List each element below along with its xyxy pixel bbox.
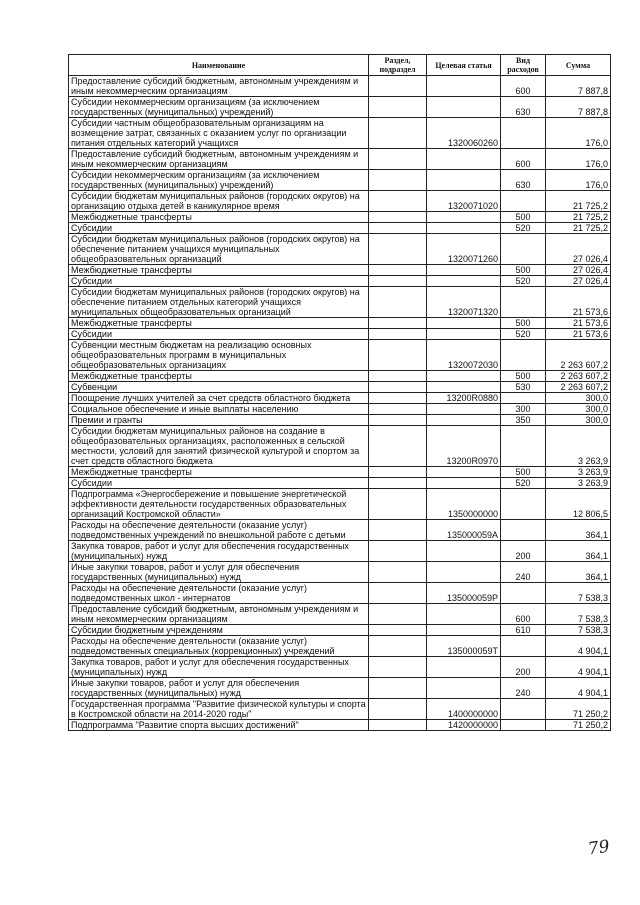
- cell-section: [369, 604, 427, 625]
- cell-sum: 7 538,3: [546, 583, 611, 604]
- cell-target: [427, 76, 501, 97]
- cell-sum: 7 538,3: [546, 604, 611, 625]
- budget-table: [68, 54, 611, 731]
- cell-type: [501, 287, 546, 318]
- budget-sheet: [68, 54, 610, 731]
- cell-target: [427, 223, 501, 234]
- cell-target: 1320071320: [427, 287, 501, 318]
- cell-name: Социальное обеспечение и иные выплаты населению: [69, 404, 369, 415]
- cell-sum: 21 725,2: [546, 191, 611, 212]
- cell-target: [427, 604, 501, 625]
- cell-sum: 7 538,3: [546, 625, 611, 636]
- cell-name: Межбюджетные трансферты: [69, 371, 369, 382]
- cell-type: 240: [501, 678, 546, 699]
- cell-type: 300: [501, 404, 546, 415]
- cell-sum: 364,1: [546, 520, 611, 541]
- table-header-row: [69, 55, 611, 76]
- cell-name: Межбюджетные трансферты: [69, 212, 369, 223]
- cell-name: Субсидии бюджетам муниципальных районов (городских округов) на обеспечение питанием отдельных категорий учащихся муниципальных общеобразовательных организаций: [69, 287, 369, 318]
- cell-name: Субвенции местным бюджетам на реализацию основных общеобразовательных программ в муниципальных общеобразовательных организациях: [69, 340, 369, 371]
- cell-section: [369, 329, 427, 340]
- cell-target: [427, 97, 501, 118]
- cell-name: Межбюджетные трансферты: [69, 265, 369, 276]
- table-row: [69, 604, 611, 625]
- cell-sum: 27 026,4: [546, 276, 611, 287]
- page-number: 79: [586, 836, 611, 860]
- table-row: [69, 393, 611, 404]
- table-row: [69, 562, 611, 583]
- cell-name: Иные закупки товаров, работ и услуг для обеспечения государственных (муниципальных) нужд: [69, 562, 369, 583]
- cell-target: [427, 212, 501, 223]
- cell-section: [369, 678, 427, 699]
- cell-section: [369, 287, 427, 318]
- cell-type: 500: [501, 467, 546, 478]
- table-row: [69, 318, 611, 329]
- table-row: [69, 287, 611, 318]
- cell-target: 1320060260: [427, 118, 501, 149]
- cell-section: [369, 415, 427, 426]
- cell-section: [369, 318, 427, 329]
- cell-sum: 364,1: [546, 541, 611, 562]
- table-row: [69, 76, 611, 97]
- cell-sum: 3 263,9: [546, 426, 611, 467]
- cell-sum: 3 263,9: [546, 467, 611, 478]
- cell-name: Расходы на обеспечение деятельности (оказание услуг) подведомственных учреждений по внешкольной работе с детьми: [69, 520, 369, 541]
- cell-name: Расходы на обеспечение деятельности (оказание услуг) подведомственных школ - интернатов: [69, 583, 369, 604]
- table-row: [69, 170, 611, 191]
- cell-target: [427, 467, 501, 478]
- cell-sum: 176,0: [546, 118, 611, 149]
- cell-target: 1420000000: [427, 720, 501, 731]
- table-row: [69, 149, 611, 170]
- table-row: [69, 329, 611, 340]
- cell-type: 200: [501, 657, 546, 678]
- cell-target: [427, 562, 501, 583]
- cell-section: [369, 97, 427, 118]
- cell-type: 500: [501, 265, 546, 276]
- header-section: Раздел, подраздел: [369, 55, 427, 76]
- cell-sum: 7 887,8: [546, 76, 611, 97]
- cell-target: [427, 541, 501, 562]
- cell-section: [369, 720, 427, 731]
- table-row: [69, 583, 611, 604]
- cell-section: [369, 340, 427, 371]
- cell-name: Субсидии некоммерческим организациям (за исключением государственных (муниципальных) учреждений): [69, 170, 369, 191]
- cell-target: [427, 265, 501, 276]
- cell-target: 1350000000: [427, 489, 501, 520]
- table-row: [69, 234, 611, 265]
- cell-name: Предоставление субсидий бюджетным, автономным учреждениям и иным некоммерческим организациям: [69, 604, 369, 625]
- cell-section: [369, 467, 427, 478]
- table-row: [69, 404, 611, 415]
- cell-name: Подпрограмма «Энергосбережение и повышение энергетической эффективности деятельности государственных образовательных организаций Костромской области»: [69, 489, 369, 520]
- cell-sum: 4 904,1: [546, 678, 611, 699]
- cell-target: [427, 149, 501, 170]
- cell-type: [501, 191, 546, 212]
- cell-target: 1320071020: [427, 191, 501, 212]
- cell-sum: 21 725,2: [546, 223, 611, 234]
- cell-section: [369, 223, 427, 234]
- cell-section: [369, 520, 427, 541]
- cell-name: Субсидии: [69, 223, 369, 234]
- cell-target: [427, 625, 501, 636]
- cell-name: Субсидии бюджетам муниципальных районов (городских округов) на организацию отдыха детей в каникулярное время: [69, 191, 369, 212]
- cell-target: [427, 478, 501, 489]
- cell-target: [427, 678, 501, 699]
- table-row: [69, 118, 611, 149]
- table-row: [69, 636, 611, 657]
- cell-sum: 300,0: [546, 404, 611, 415]
- cell-section: [369, 426, 427, 467]
- cell-type: [501, 489, 546, 520]
- cell-sum: 176,0: [546, 149, 611, 170]
- cell-sum: 21 573,6: [546, 329, 611, 340]
- cell-name: Закупка товаров, работ и услуг для обеспечения государственных (муниципальных) нужд: [69, 657, 369, 678]
- cell-name: Межбюджетные трансферты: [69, 318, 369, 329]
- cell-sum: 27 026,4: [546, 265, 611, 276]
- cell-name: Поощрение лучших учителей за счет средств областного бюджета: [69, 393, 369, 404]
- cell-target: 1320072030: [427, 340, 501, 371]
- cell-type: 520: [501, 223, 546, 234]
- cell-section: [369, 489, 427, 520]
- cell-type: 200: [501, 541, 546, 562]
- cell-section: [369, 212, 427, 223]
- cell-type: [501, 583, 546, 604]
- cell-section: [369, 699, 427, 720]
- cell-sum: 176,0: [546, 170, 611, 191]
- cell-type: 610: [501, 625, 546, 636]
- cell-name: Субсидии некоммерческим организациям (за исключением государственных (муниципальных) учреждений): [69, 97, 369, 118]
- cell-target: 13200R0880: [427, 393, 501, 404]
- cell-name: Субсидии: [69, 478, 369, 489]
- cell-name: Иные закупки товаров, работ и услуг для обеспечения государственных (муниципальных) нужд: [69, 678, 369, 699]
- cell-type: [501, 426, 546, 467]
- cell-section: [369, 371, 427, 382]
- table-row: [69, 467, 611, 478]
- header-type: Вид расходов: [501, 55, 546, 76]
- cell-type: 530: [501, 382, 546, 393]
- cell-section: [369, 76, 427, 97]
- table-body: [69, 76, 611, 731]
- cell-type: 500: [501, 318, 546, 329]
- cell-target: 135000059Т: [427, 636, 501, 657]
- cell-sum: 12 806,5: [546, 489, 611, 520]
- table-row: [69, 265, 611, 276]
- cell-target: 135000059А: [427, 520, 501, 541]
- cell-sum: 300,0: [546, 415, 611, 426]
- table-row: [69, 382, 611, 393]
- cell-sum: 71 250,2: [546, 720, 611, 731]
- cell-target: [427, 329, 501, 340]
- table-row: [69, 678, 611, 699]
- table-row: [69, 489, 611, 520]
- cell-section: [369, 170, 427, 191]
- table-row: [69, 478, 611, 489]
- cell-section: [369, 657, 427, 678]
- cell-type: [501, 340, 546, 371]
- table-row: [69, 191, 611, 212]
- cell-type: [501, 699, 546, 720]
- cell-section: [369, 149, 427, 170]
- table-row: [69, 541, 611, 562]
- cell-sum: 2 263 607,2: [546, 371, 611, 382]
- header-sum: Сумма: [546, 55, 611, 76]
- cell-name: Государственная программа "Развитие физической культуры и спорта в Костромской области на 2014-2020 годы": [69, 699, 369, 720]
- table-row: [69, 223, 611, 234]
- cell-target: [427, 318, 501, 329]
- cell-sum: 21 573,6: [546, 287, 611, 318]
- table-row: [69, 657, 611, 678]
- cell-sum: 27 026,4: [546, 234, 611, 265]
- cell-type: [501, 234, 546, 265]
- cell-target: [427, 382, 501, 393]
- table-row: [69, 371, 611, 382]
- header-name: Наименование: [69, 55, 369, 76]
- cell-type: 600: [501, 149, 546, 170]
- cell-target: 135000059Р: [427, 583, 501, 604]
- cell-type: 500: [501, 371, 546, 382]
- cell-name: Субсидии: [69, 276, 369, 287]
- table-row: [69, 426, 611, 467]
- table-row: [69, 720, 611, 731]
- cell-section: [369, 404, 427, 415]
- cell-sum: 3 263,9: [546, 478, 611, 489]
- cell-sum: 364,1: [546, 562, 611, 583]
- cell-type: 630: [501, 97, 546, 118]
- cell-name: Субвенции: [69, 382, 369, 393]
- cell-target: [427, 276, 501, 287]
- cell-target: [427, 657, 501, 678]
- cell-target: [427, 371, 501, 382]
- cell-target: 1400000000: [427, 699, 501, 720]
- cell-sum: 300,0: [546, 393, 611, 404]
- cell-target: [427, 415, 501, 426]
- cell-sum: 4 904,1: [546, 636, 611, 657]
- cell-type: [501, 393, 546, 404]
- cell-type: [501, 720, 546, 731]
- cell-section: [369, 191, 427, 212]
- cell-section: [369, 562, 427, 583]
- cell-target: [427, 170, 501, 191]
- table-row: [69, 212, 611, 223]
- cell-section: [369, 583, 427, 604]
- table-row: [69, 340, 611, 371]
- cell-section: [369, 393, 427, 404]
- cell-section: [369, 382, 427, 393]
- cell-type: 630: [501, 170, 546, 191]
- cell-section: [369, 541, 427, 562]
- cell-section: [369, 265, 427, 276]
- table-row: [69, 625, 611, 636]
- cell-type: 500: [501, 212, 546, 223]
- cell-name: Предоставление субсидий бюджетным, автономным учреждениям и иным некоммерческим организациям: [69, 76, 369, 97]
- cell-type: [501, 636, 546, 657]
- cell-name: Субсидии частным общеобразовательным организациям на возмещение затрат, связанных с оказанием услуг по организации питания отдельных категорий учащихся: [69, 118, 369, 149]
- cell-name: Субсидии бюджетам муниципальных районов (городских округов) на обеспечение питанием учащихся муниципальных общеобразовательных организаций: [69, 234, 369, 265]
- cell-type: 350: [501, 415, 546, 426]
- cell-name: Субсидии бюджетам муниципальных районов на создание в общеобразовательных организациях, расположенных в сельской местности, условий для занятий физической культурой и спортом за счет средств областного бюджета: [69, 426, 369, 467]
- cell-name: Межбюджетные трансферты: [69, 467, 369, 478]
- cell-name: Подпрограмма "Развитие спорта высших достижений": [69, 720, 369, 731]
- cell-sum: 71 250,2: [546, 699, 611, 720]
- cell-target: [427, 404, 501, 415]
- cell-section: [369, 118, 427, 149]
- cell-type: 600: [501, 604, 546, 625]
- header-target: Целевая статья: [427, 55, 501, 76]
- cell-sum: 7 887,8: [546, 97, 611, 118]
- cell-name: Предоставление субсидий бюджетным, автономным учреждениям и иным некоммерческим организациям: [69, 149, 369, 170]
- cell-sum: 4 904,1: [546, 657, 611, 678]
- cell-section: [369, 276, 427, 287]
- cell-type: 520: [501, 329, 546, 340]
- cell-target: 13200R0970: [427, 426, 501, 467]
- cell-section: [369, 625, 427, 636]
- cell-sum: 2 263 607,2: [546, 382, 611, 393]
- cell-name: Субсидии: [69, 329, 369, 340]
- table-row: [69, 520, 611, 541]
- cell-name: Закупка товаров, работ и услуг для обеспечения государственных (муниципальных) нужд: [69, 541, 369, 562]
- cell-type: 520: [501, 478, 546, 489]
- table-row: [69, 276, 611, 287]
- table-row: [69, 415, 611, 426]
- cell-sum: 2 263 607,2: [546, 340, 611, 371]
- cell-name: Субсидии бюджетным учреждениям: [69, 625, 369, 636]
- cell-type: 520: [501, 276, 546, 287]
- table-row: [69, 97, 611, 118]
- cell-target: 1320071260: [427, 234, 501, 265]
- cell-type: 600: [501, 76, 546, 97]
- cell-section: [369, 636, 427, 657]
- table-row: [69, 699, 611, 720]
- cell-section: [369, 478, 427, 489]
- cell-type: [501, 118, 546, 149]
- cell-section: [369, 234, 427, 265]
- cell-name: Расходы на обеспечение деятельности (оказание услуг) подведомственных специальных (коррекционных) учреждений: [69, 636, 369, 657]
- cell-type: [501, 520, 546, 541]
- cell-sum: 21 573,6: [546, 318, 611, 329]
- cell-sum: 21 725,2: [546, 212, 611, 223]
- cell-type: 240: [501, 562, 546, 583]
- cell-name: Премии и гранты: [69, 415, 369, 426]
